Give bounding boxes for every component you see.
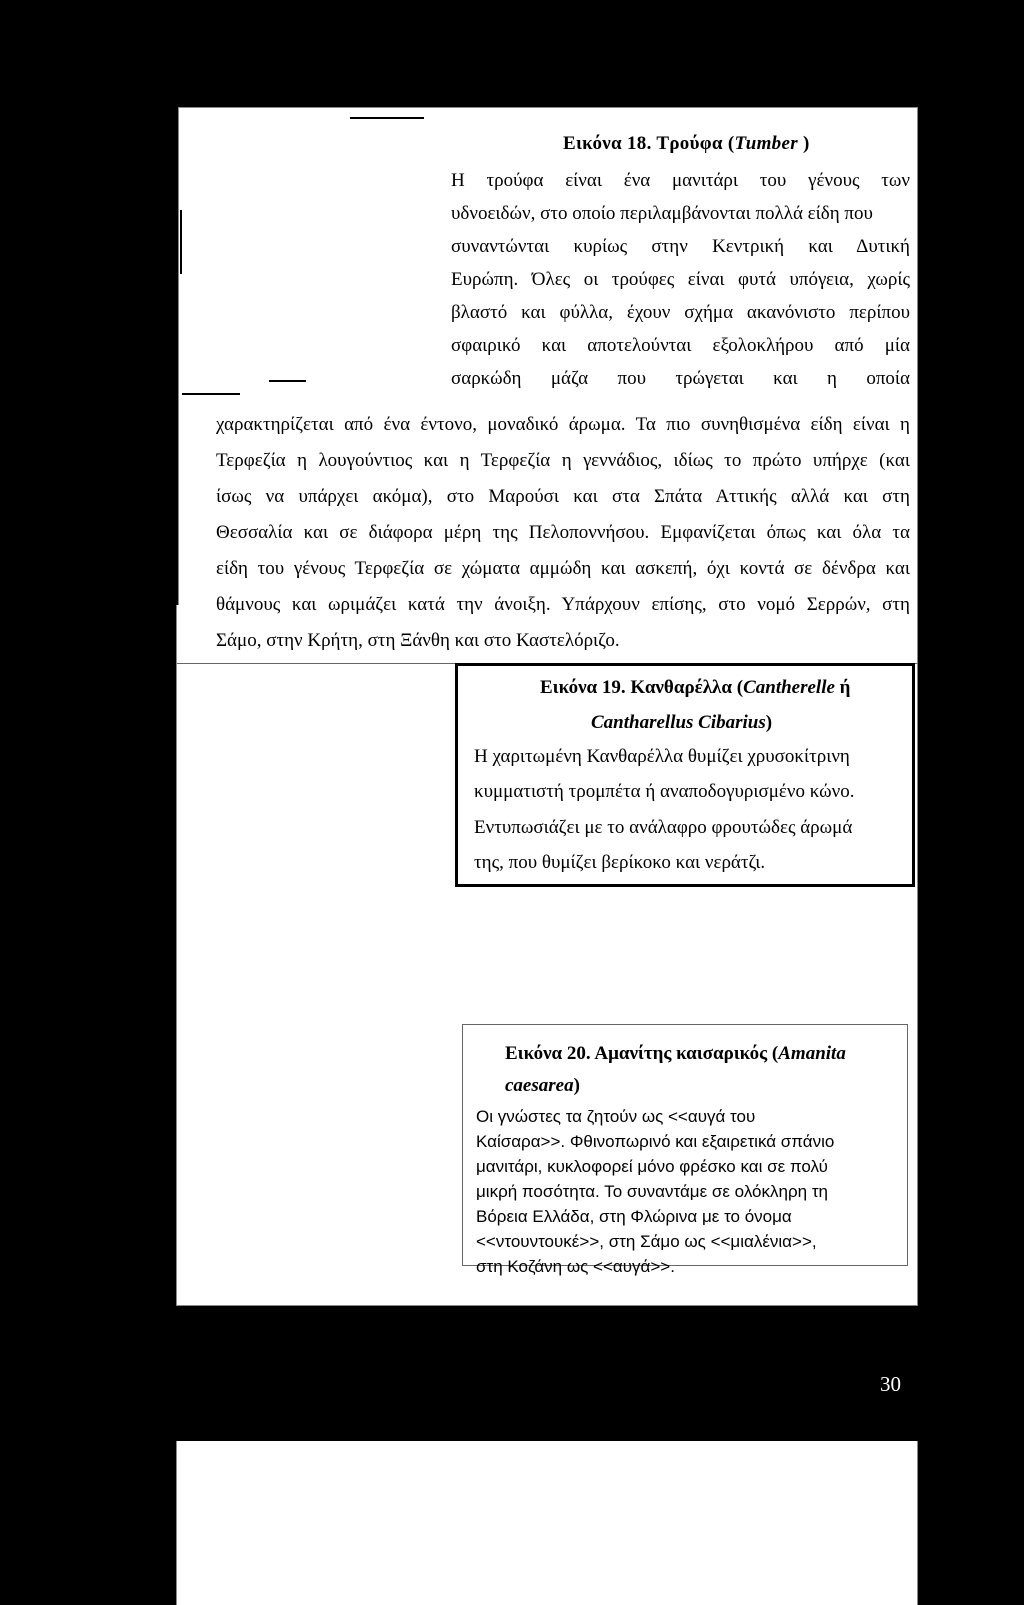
figure18-side-line: Η τρούφα είναι ένα μανιτάρι του γένους των — [451, 170, 910, 191]
figure18-full-line: ίσως να υπάρχει ακόμα), στο Μαρούσι και στα Σπάτα Αττικής αλλά και στη — [216, 486, 910, 507]
figure20-line: Βόρεια Ελλάδα, στη Φλώρινα με το όνομα — [476, 1207, 792, 1226]
figure18-side-line: σαρκώδη μάζα που τρώγεται και η οποία — [451, 368, 910, 389]
figure18-full-line: Τερφεζία η λουγούντιος και η Τερφεζία η γεννάδιος, ιδίως το πρώτο υπήρχε (και — [216, 450, 910, 471]
figure18-full-line: Θεσσαλία και σε διάφορα μέρη της Πελοποννήσου. Εμφανίζεται όπως και όλα τα — [216, 522, 910, 543]
figure19-title-line1: Εικόνα 19. Κανθαρέλλα (Cantherelle ή — [540, 677, 851, 698]
figure19-title-line2: Cantharellus Cibarius) — [591, 712, 773, 733]
figure18-side-line: σφαιρικό και αποτελούνται εξολοκλήρου από μία — [451, 335, 910, 356]
image18-edge-line-bottom-right — [269, 380, 306, 382]
figure19-line: Εντυπωσιάζει με το ανάλαφρο φρουτώδες άρωμά — [474, 817, 853, 838]
figure18-full-line: θάμνους και ωριμάζει κατά την άνοιξη. Υπάρχουν επίσης, στο νομό Σερρών, στη — [216, 594, 910, 615]
figure18-side-line: Ευρώπη. Όλες οι τρούφες είναι φυτά υπόγεια, χωρίς — [451, 269, 910, 290]
figure20-title-line1: Εικόνα 20. Αμανίτης καισαρικός (Amanita — [505, 1043, 846, 1064]
below-black — [0, 1306, 1024, 1441]
figure20-line: μικρή ποσότητα. Το συναντάμε σε ολόκληρη τη — [476, 1182, 828, 1201]
figure19-line: Η χαριτωμένη Κανθαρέλλα θυμίζει χρυσοκίτρινη — [474, 746, 850, 767]
figure18-title: Εικόνα 18. Τρούφα (Tumber ) — [563, 133, 810, 154]
page-number: 30 — [880, 1372, 901, 1396]
figure20-line: στη Κοζάνη ως <<αυγά>>. — [476, 1257, 675, 1276]
figure20-line: μανιτάρι, κυκλοφορεί μόνο φρέσκο και σε πολύ — [476, 1157, 828, 1176]
figure18-side-line: υδνοειδών, στο οποίο περιλαμβάνονται πολλά είδη που — [451, 203, 873, 224]
figure20-line: <<ντουντουκέ>>, στη Σάμο ως <<μιαλένια>>, — [476, 1232, 817, 1251]
figure18-full-line: χαρακτηρίζεται από ένα έντονο, μοναδικό άρωμα. Τα πιο συνηθισμένα είδη είναι η — [216, 414, 910, 435]
figure20-line: Καίσαρα>>. Φθινοπωρινό και εξαιρετικά σπάνιο — [476, 1132, 835, 1151]
figure20-title-line2: caesarea) — [505, 1075, 580, 1096]
figure18-side-line: βλαστό και φύλλα, έχουν σχήμα ακανόνιστο περίπου — [451, 302, 910, 323]
figure20-line: Οι γνώστες τα ζητούν ως <<αυγά του — [476, 1107, 756, 1126]
figure18-full-line: Σάμο, στην Κρήτη, στη Ξάνθη και στο Καστελόριζο. — [216, 630, 620, 651]
figure19-line: της, που θυμίζει βερίκοκο και νεράτζι. — [474, 852, 766, 873]
figure18-side-line: συναντώνται κυρίως στην Κεντρική και Δυτική — [451, 236, 910, 257]
image18-left-edge — [180, 210, 182, 274]
image18-edge-line — [350, 117, 424, 119]
figure18-full-line: είδη του γένους Τερφεζία σε χώματα αμμώδη και ασκεπή, όχι κοντά σε δένδρα και — [216, 558, 910, 579]
figure19-line: κυμματιστή τρομπέτα ή αναποδογυρισμένο κώνο. — [474, 781, 855, 802]
image18-edge-line-bottom-left — [182, 393, 240, 395]
